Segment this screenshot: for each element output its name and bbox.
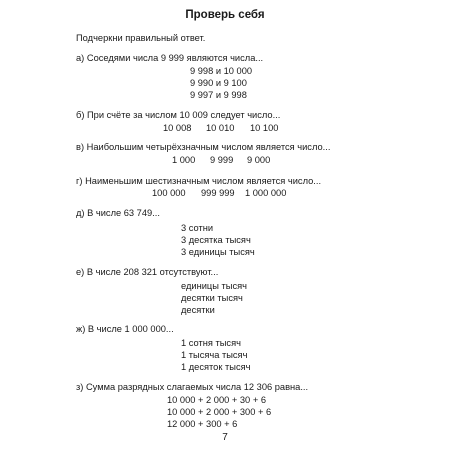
- question-d-option[interactable]: 1 000 000: [245, 188, 287, 198]
- question-h-option[interactable]: 10 000 + 2 000 + 300 + 6: [167, 407, 272, 417]
- question-b-option[interactable]: 10 008: [163, 123, 192, 133]
- question-h-prompt: з) Сумма разрядных слагаемых числа 12 306 равна...: [76, 382, 309, 392]
- page-number: 7: [222, 432, 228, 443]
- question-a-option[interactable]: 9 997 и 9 998: [190, 90, 247, 100]
- question-g-prompt: ж) В числе 1 000 000...: [76, 324, 174, 334]
- question-f-option[interactable]: единицы тысяч: [181, 281, 247, 291]
- question-a-option[interactable]: 9 998 и 10 000: [190, 66, 253, 76]
- question-c-prompt: в) Наибольшим четырёхзначным числом является число...: [76, 142, 331, 152]
- question-g-option[interactable]: 1 сотня тысяч: [181, 338, 241, 348]
- question-e-option[interactable]: 3 десятка тысяч: [181, 235, 251, 245]
- question-f-prompt: е) В числе 208 321 отсутствуют...: [76, 267, 219, 277]
- question-h-option[interactable]: 10 000 + 2 000 + 30 + 6: [167, 395, 266, 405]
- question-e-prompt: д) В числе 63 749...: [76, 208, 160, 218]
- question-e-option[interactable]: 3 единицы тысяч: [181, 247, 255, 257]
- question-f-option[interactable]: десятки: [181, 305, 215, 315]
- question-d-option[interactable]: 999 999: [201, 188, 235, 198]
- question-h-option[interactable]: 12 000 + 300 + 6: [167, 419, 238, 429]
- question-b-prompt: б) При счёте за числом 10 009 следует число...: [76, 110, 281, 120]
- question-a-prompt: а) Соседями числа 9 999 являются числа...: [76, 53, 264, 63]
- question-e-option[interactable]: 3 сотни: [181, 223, 214, 233]
- question-c-option[interactable]: 1 000: [172, 155, 196, 165]
- question-g-option[interactable]: 1 десяток тысяч: [181, 362, 251, 372]
- question-b-option[interactable]: 10 010: [206, 123, 235, 133]
- question-c-option[interactable]: 9 999: [210, 155, 234, 165]
- question-f-option[interactable]: десятки тысяч: [181, 293, 243, 303]
- question-g-option[interactable]: 1 тысяча тысяч: [181, 350, 248, 360]
- question-b-option[interactable]: 10 100: [250, 123, 279, 133]
- page-title: Проверь себя: [185, 9, 265, 21]
- question-a-option[interactable]: 9 990 и 9 100: [190, 78, 247, 88]
- question-d-prompt: г) Наименьшим шестизначным числом является число...: [76, 176, 322, 186]
- question-c-option[interactable]: 9 000: [247, 155, 271, 165]
- question-d-option[interactable]: 100 000: [152, 188, 186, 198]
- instruction-text: Подчеркни правильный ответ.: [76, 33, 206, 43]
